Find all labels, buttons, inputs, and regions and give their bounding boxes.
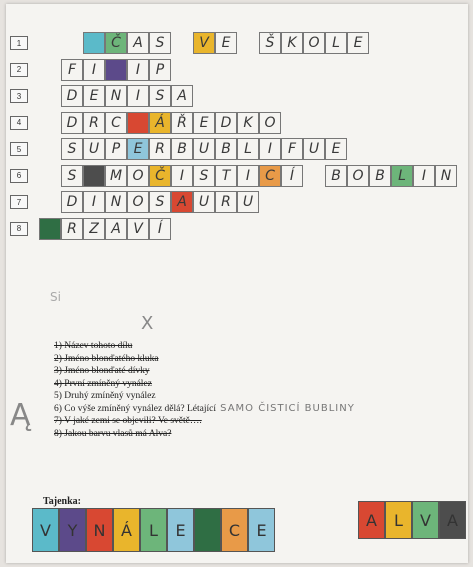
row-number-6: 6 xyxy=(10,169,28,183)
margin-doodle: Ą xyxy=(10,398,31,433)
crossword-cell[interactable]: O xyxy=(127,191,149,213)
row-number-8: 8 xyxy=(10,222,28,236)
clue-number: 7) xyxy=(54,416,65,426)
crossword-cell[interactable]: R xyxy=(149,138,171,160)
tajenka-cell[interactable]: C xyxy=(221,508,248,552)
crossword-cell[interactable]: A xyxy=(171,191,193,213)
crossword-cell[interactable]: Č xyxy=(105,32,127,54)
tajenka-cell[interactable]: V xyxy=(32,508,59,552)
tajenka-cell[interactable]: Á xyxy=(113,508,140,552)
row-number-4: 4 xyxy=(10,116,28,130)
crossword-cell[interactable]: F xyxy=(281,138,303,160)
crossword-cell[interactable]: B xyxy=(325,165,347,187)
crossword-cell[interactable]: E xyxy=(193,112,215,134)
crossword-cell[interactable]: V xyxy=(193,32,215,54)
crossword-cell[interactable]: F xyxy=(61,59,83,81)
clue-number: 2) xyxy=(54,353,65,364)
clue-text: Jméno blonďaté dívky xyxy=(64,366,150,376)
crossword-cell[interactable] xyxy=(39,218,61,240)
clue-text: V jaké zemi se objevili? Ve světě…. xyxy=(64,416,202,426)
crossword-cell[interactable]: U xyxy=(193,138,215,160)
tajenka-extra-cell[interactable]: A xyxy=(358,501,385,539)
crossword-cell[interactable] xyxy=(83,165,105,187)
clue-item xyxy=(54,415,355,428)
crossword-cell[interactable]: L xyxy=(391,165,413,187)
row-number-5: 5 xyxy=(10,142,28,156)
crossword-cell[interactable]: D xyxy=(215,112,237,134)
tajenka-cell[interactable]: E xyxy=(248,508,275,552)
tajenka-extra-cell[interactable]: A xyxy=(439,501,466,539)
row-number-7: 7 xyxy=(10,195,28,209)
crossword-cell[interactable]: S xyxy=(149,32,171,54)
crossword-cell[interactable]: A xyxy=(127,32,149,54)
crossword-cell[interactable]: U xyxy=(83,138,105,160)
crossword-cell[interactable]: K xyxy=(281,32,303,54)
crossword-cell[interactable]: T xyxy=(215,165,237,187)
crossword-cell[interactable] xyxy=(83,32,105,54)
crossword-cell[interactable]: I xyxy=(259,138,281,160)
crossword-cell[interactable]: S xyxy=(61,138,83,160)
tajenka-cell[interactable]: N xyxy=(86,508,113,552)
crossword-cell[interactable] xyxy=(127,112,149,134)
crossword-cell[interactable]: K xyxy=(237,112,259,134)
crossword-cell[interactable]: Í xyxy=(281,165,303,187)
crossword-cell[interactable]: Š xyxy=(259,32,281,54)
crossword-cell[interactable]: I xyxy=(127,85,149,107)
crossword-cell[interactable]: A xyxy=(171,85,193,107)
crossword-cell[interactable] xyxy=(105,59,127,81)
crossword-cell[interactable]: E xyxy=(215,32,237,54)
crossword-cell[interactable]: N xyxy=(435,165,457,187)
crossword-cell[interactable]: U xyxy=(193,191,215,213)
tajenka-extra-cell[interactable]: L xyxy=(385,501,412,539)
crossword-cell[interactable]: O xyxy=(127,165,149,187)
clue-number: 4) xyxy=(54,378,65,389)
clue-item xyxy=(54,353,355,366)
crossword-cell[interactable]: Z xyxy=(83,218,105,240)
crossword-cell[interactable]: U xyxy=(237,191,259,213)
crossword-cell[interactable]: Á xyxy=(149,112,171,134)
clue-item xyxy=(54,403,355,416)
crossword-cell[interactable]: U xyxy=(303,138,325,160)
crossword-cell[interactable]: O xyxy=(303,32,325,54)
crossword-cell[interactable]: E xyxy=(325,138,347,160)
clue-text: Druhý zmíněný vynález xyxy=(64,391,156,401)
crossword-cell[interactable]: S xyxy=(149,191,171,213)
clue-item xyxy=(54,340,355,353)
crossword-cell[interactable]: R xyxy=(215,191,237,213)
clue-item xyxy=(54,428,355,441)
crossword-cell[interactable]: P xyxy=(105,138,127,160)
crossword-cell[interactable]: O xyxy=(259,112,281,134)
clue-number: 8) xyxy=(54,428,65,439)
tajenka-cell[interactable]: Y xyxy=(59,508,86,552)
handwritten-answer: SAMO ČISTICÍ BUBLINY xyxy=(215,402,355,414)
tajenka-cell[interactable]: E xyxy=(167,508,194,552)
tajenka-extra-cell[interactable]: V xyxy=(412,501,439,539)
crossword-cell[interactable]: I xyxy=(237,165,259,187)
crossword-cell[interactable]: I xyxy=(127,59,149,81)
worksheet-paper xyxy=(6,4,468,563)
crossword-cell[interactable]: C xyxy=(105,112,127,134)
crossword-cell[interactable]: L xyxy=(325,32,347,54)
tajenka-cell[interactable] xyxy=(194,508,221,552)
crossword-cell[interactable]: M xyxy=(105,165,127,187)
row-number-3: 3 xyxy=(10,89,28,103)
crossword-cell[interactable]: D xyxy=(61,85,83,107)
crossword-cell[interactable]: P xyxy=(149,59,171,81)
crossword-cell[interactable]: N xyxy=(105,191,127,213)
clue-item xyxy=(54,378,355,391)
row-number-1: 1 xyxy=(10,36,28,50)
crossword-cell[interactable]: E xyxy=(127,138,149,160)
clue-number: 3) xyxy=(54,366,65,376)
crossword-cell[interactable]: A xyxy=(105,218,127,240)
crossword-cell[interactable]: D xyxy=(61,191,83,213)
crossword-cell[interactable]: S xyxy=(149,85,171,107)
crossword-cell[interactable]: Í xyxy=(149,218,171,240)
crossword-cell[interactable]: B xyxy=(369,165,391,187)
clue-text: Název tohoto dílu xyxy=(64,341,133,351)
clue-number: 5) xyxy=(54,391,65,401)
crossword-cell[interactable]: O xyxy=(347,165,369,187)
crossword-cell[interactable]: D xyxy=(61,112,83,134)
clue-number: 1) xyxy=(54,341,65,351)
clue-item xyxy=(54,365,355,378)
crossword-cell[interactable]: N xyxy=(105,85,127,107)
blank-hint: Si xyxy=(50,290,61,304)
clue-text: Co výše zmíněný vynález dělá? Létající xyxy=(64,403,216,414)
crossword-cell[interactable]: S xyxy=(61,165,83,187)
crossword-cell[interactable]: I xyxy=(413,165,435,187)
crossword-cell[interactable]: R xyxy=(61,218,83,240)
crossword-cell[interactable]: B xyxy=(215,138,237,160)
crossword-cell[interactable]: I xyxy=(83,191,105,213)
crossword-cell[interactable]: I xyxy=(83,59,105,81)
crossword-cell[interactable]: R xyxy=(83,112,105,134)
clue-list xyxy=(54,340,355,440)
clue-text: Jakou barvu vlasů má Alva? xyxy=(64,428,172,439)
crossword-cell[interactable]: Č xyxy=(149,165,171,187)
clue-number: 6) xyxy=(54,403,65,414)
row-number-2: 2 xyxy=(10,63,28,77)
tajenka-label: Tajenka: xyxy=(43,496,81,507)
crossword-cell[interactable]: L xyxy=(237,138,259,160)
tajenka-cell[interactable]: L xyxy=(140,508,167,552)
crossword-cell[interactable]: Ř xyxy=(171,112,193,134)
clue-text: Jméno blonďatého kluka xyxy=(64,353,159,364)
crossword-cell[interactable]: S xyxy=(193,165,215,187)
crossword-cell[interactable]: I xyxy=(171,165,193,187)
x-mark: X xyxy=(141,313,154,334)
clue-item xyxy=(54,390,355,403)
crossword-cell[interactable]: V xyxy=(127,218,149,240)
crossword-cell[interactable]: E xyxy=(83,85,105,107)
crossword-cell[interactable]: B xyxy=(171,138,193,160)
crossword-cell[interactable]: E xyxy=(347,32,369,54)
crossword-cell[interactable]: C xyxy=(259,165,281,187)
clue-text: První zmíněný vynález xyxy=(64,378,152,389)
